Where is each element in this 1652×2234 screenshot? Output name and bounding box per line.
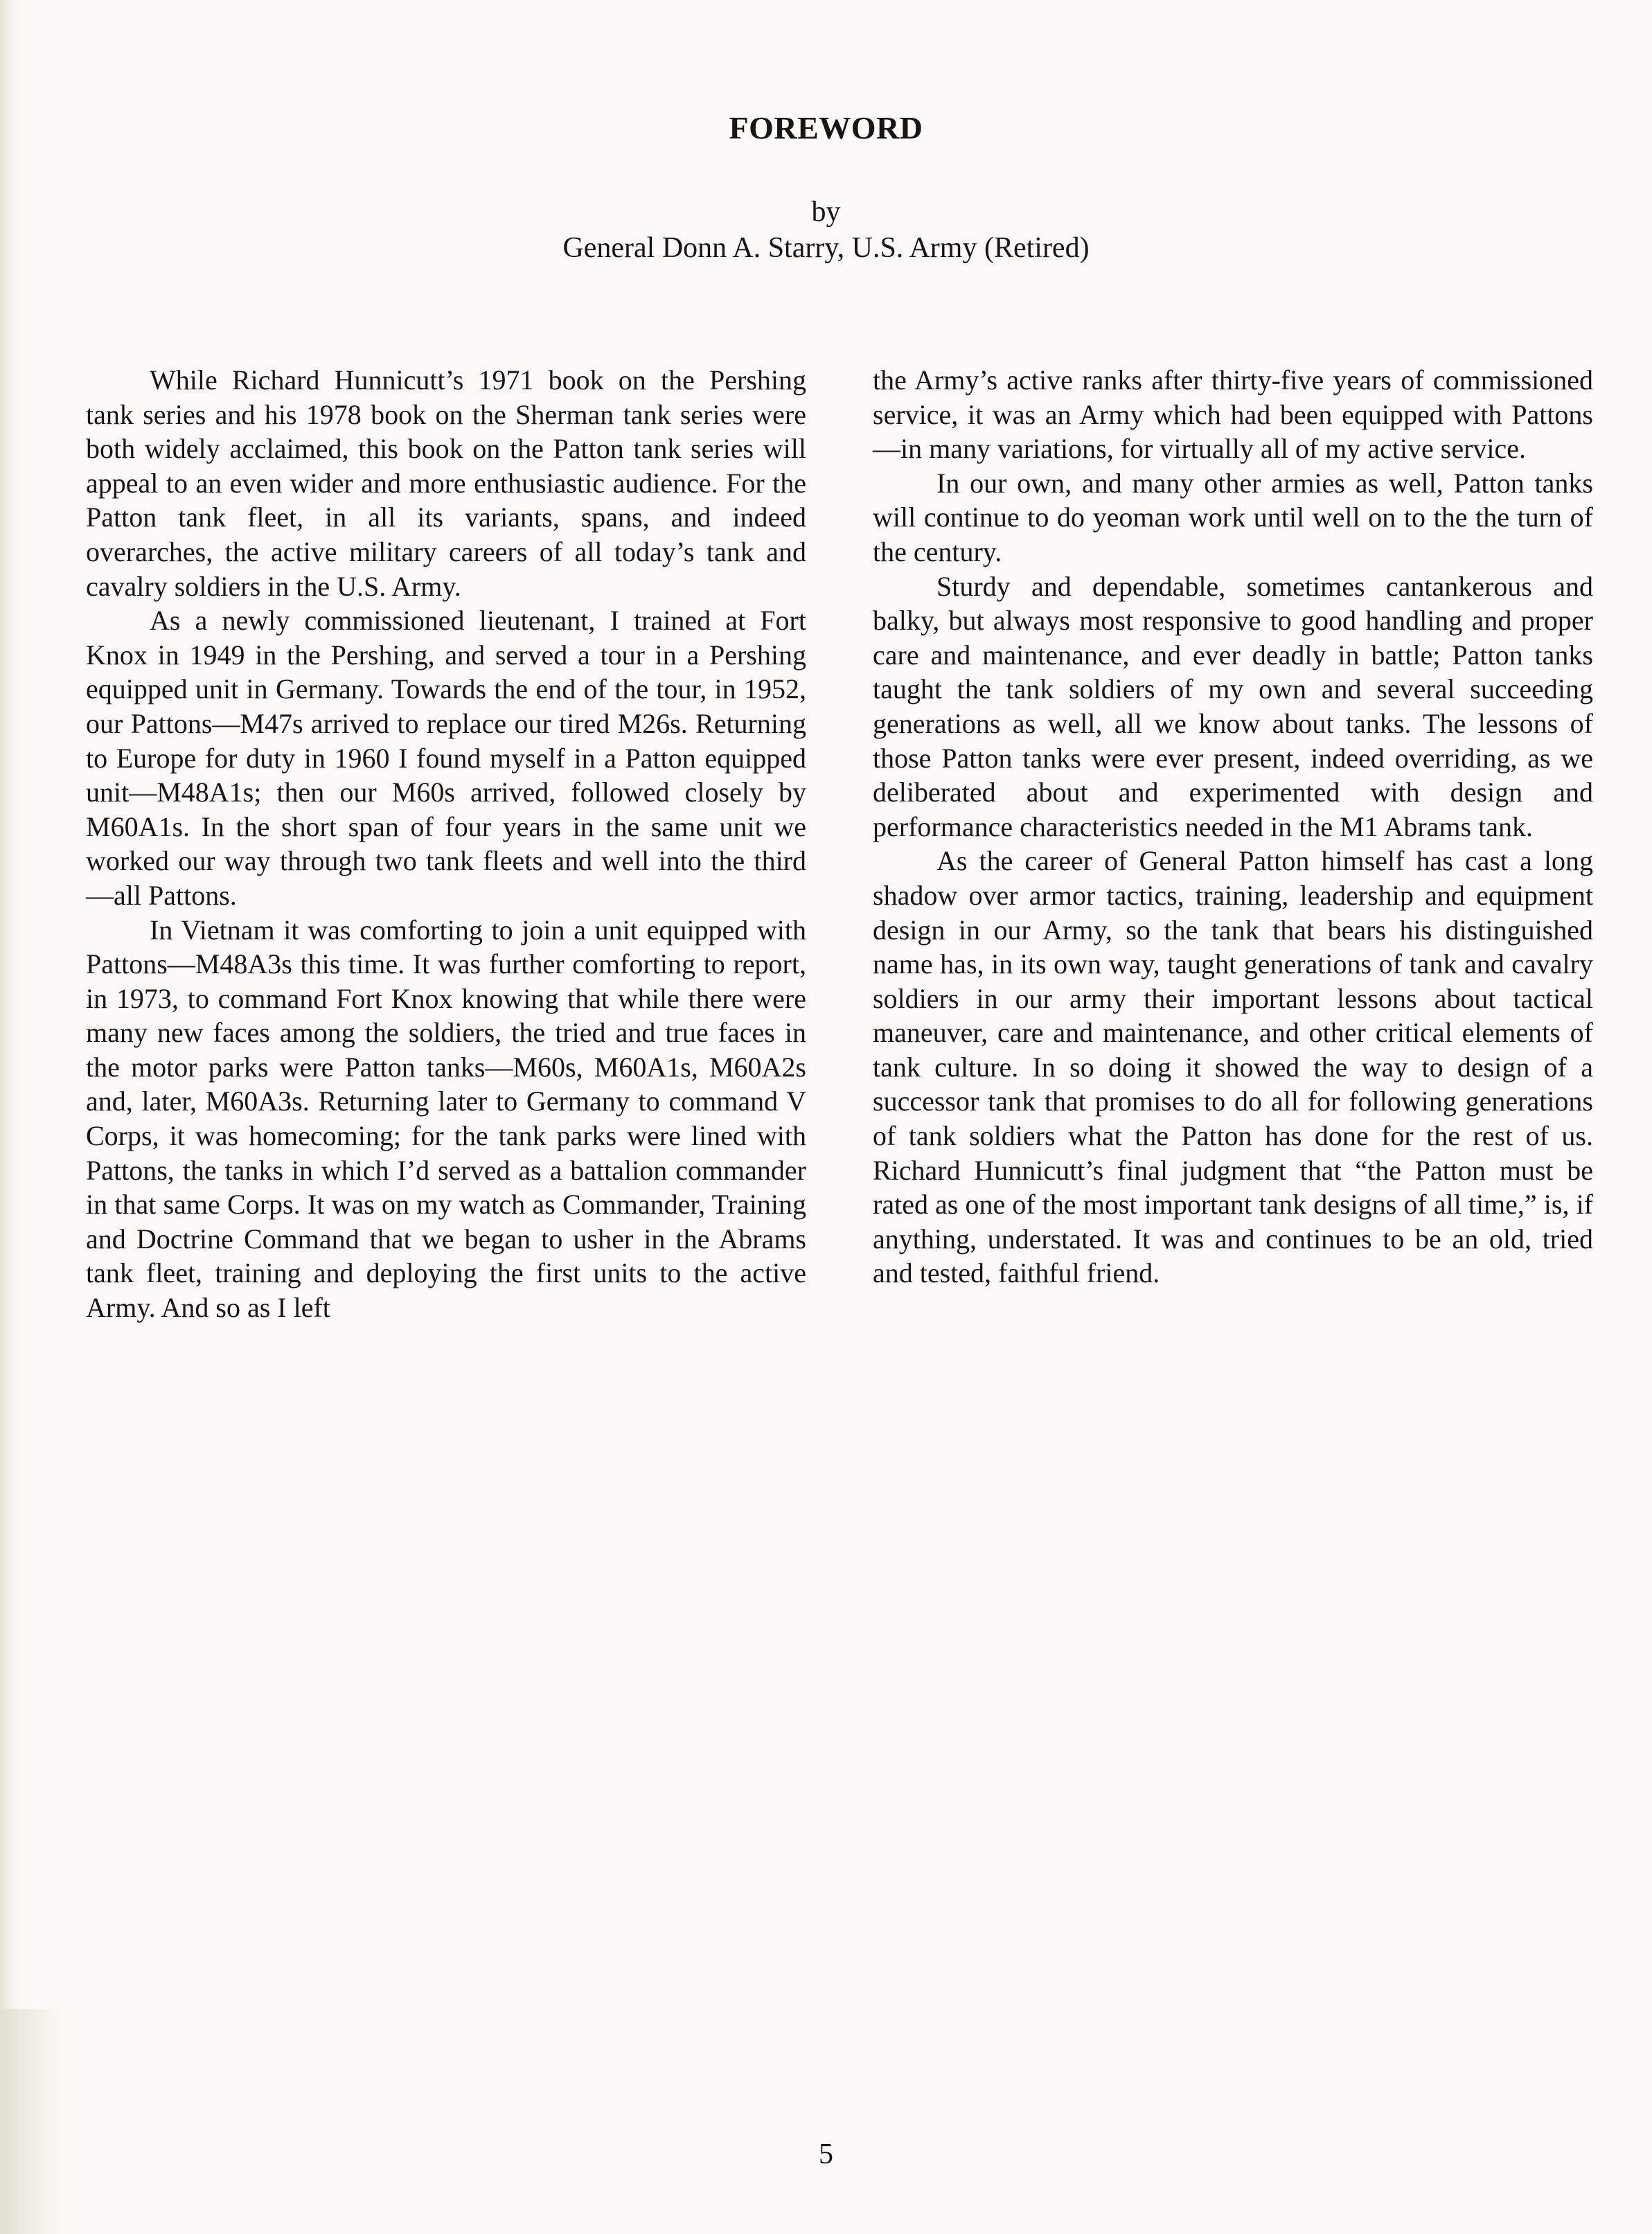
page-edge-shadow-lower [0,2009,62,2234]
paragraph: As the career of General Patton himself has cast a long shadow over armor tactics, training, leadership and equipment design in our Army, so the tank that bears his distinguished name has, in its own way, taught generations of tank and cavalry soldiers in our army their important lessons about tactical maneuver, care and maintenance, and other critical elements of tank culture. In so doing it showed the way to design of a successor tank that promises to do all for following generations of tank soldiers what the Patton has done for the rest of us. Richard Hunnicutt’s final judgment that “the Patton must be rated as one of the most important tank designs of all time,” is, if anything, understated. It was and continues to be an old, tried and tested, faithful friend. [873,845,1593,1289]
byline-by: by [811,196,841,228]
page-edge-shadow [0,0,19,2234]
page-number: 5 [819,2138,833,2170]
paragraph: While Richard Hunnicutt’s 1971 book on the Pershing tank series and his 1978 book on the Sherman tank series were both widely acclaimed, this book on the Patton tank series will appeal to an even wider and more enthusiastic audience. For the Patton tank fleet, in all its variants, spans, and indeed overarches, the active military careers of all today’s tank and cavalry soldiers in the U.S. Army. [86,364,806,602]
right-column [873,363,1593,1291]
paragraph: As a newly commissioned lieutenant, I trained at Fort Knox in 1949 in the Pershing, and served a tour in a Pershing equipped unit in Germany. Towards the end of the tour, in 1952, our Pattons—M47s arrived to replace our tired M26s. Returning to Europe for duty in 1960 I found myself in a Patton equipped unit—M48A1s; then our M60s arrived, followed closely by M60A1s. In the short span of four years in the same unit we worked our way through two tank fleets and well into the third—all Pattons. [86,605,806,911]
paragraph: In Vietnam it was comforting to join a unit equipped with Pattons—M48A3s this time. It was further comforting to report, in 1973, to command Fort Knox knowing that while there were many new faces among the soldiers, the tried and true faces in the motor parks were Patton tanks—M60s, M60A1s, M60A2s and, later, M60A3s. Returning later to Germany to command V Corps, it was homecoming; for the tank parks were lined with Pattons, the tanks in which I’d served as a battalion commander in that same Corps. It was on my watch as Commander, Training and Doctrine Command that we began to usher in the Abrams tank fleet, training and deploying the first units to the active Army. And so as I left [86,914,806,1324]
paragraph: Sturdy and dependable, sometimes cantankerous and balky, but always most responsive to good handling and proper care and maintenance, and ever deadly in battle; Patton tanks taught the tank soldiers of my own and several succeeding generations as well, all we know about tanks. The lessons of those Patton tanks were ever present, indeed overriding, as we deliberated about and experimented with design and performance characteristics needed in the M1 Abrams tank. [873,570,1593,842]
byline-author: General Donn A. Starry, U.S. Army (Retired) [562,232,1090,264]
page-title: FOREWORD [729,110,923,145]
paragraph: In our own, and many other armies as well, Patton tanks will continue to do yeoman work until well on to the the turn of the century. [873,467,1593,567]
paragraph-continuation: the Army’s active ranks after thirty-five years of commissioned service, it was an Army which had been equipped with Pattons—in many variations, for virtually all of my active service. [873,364,1593,465]
left-column [86,363,806,1325]
